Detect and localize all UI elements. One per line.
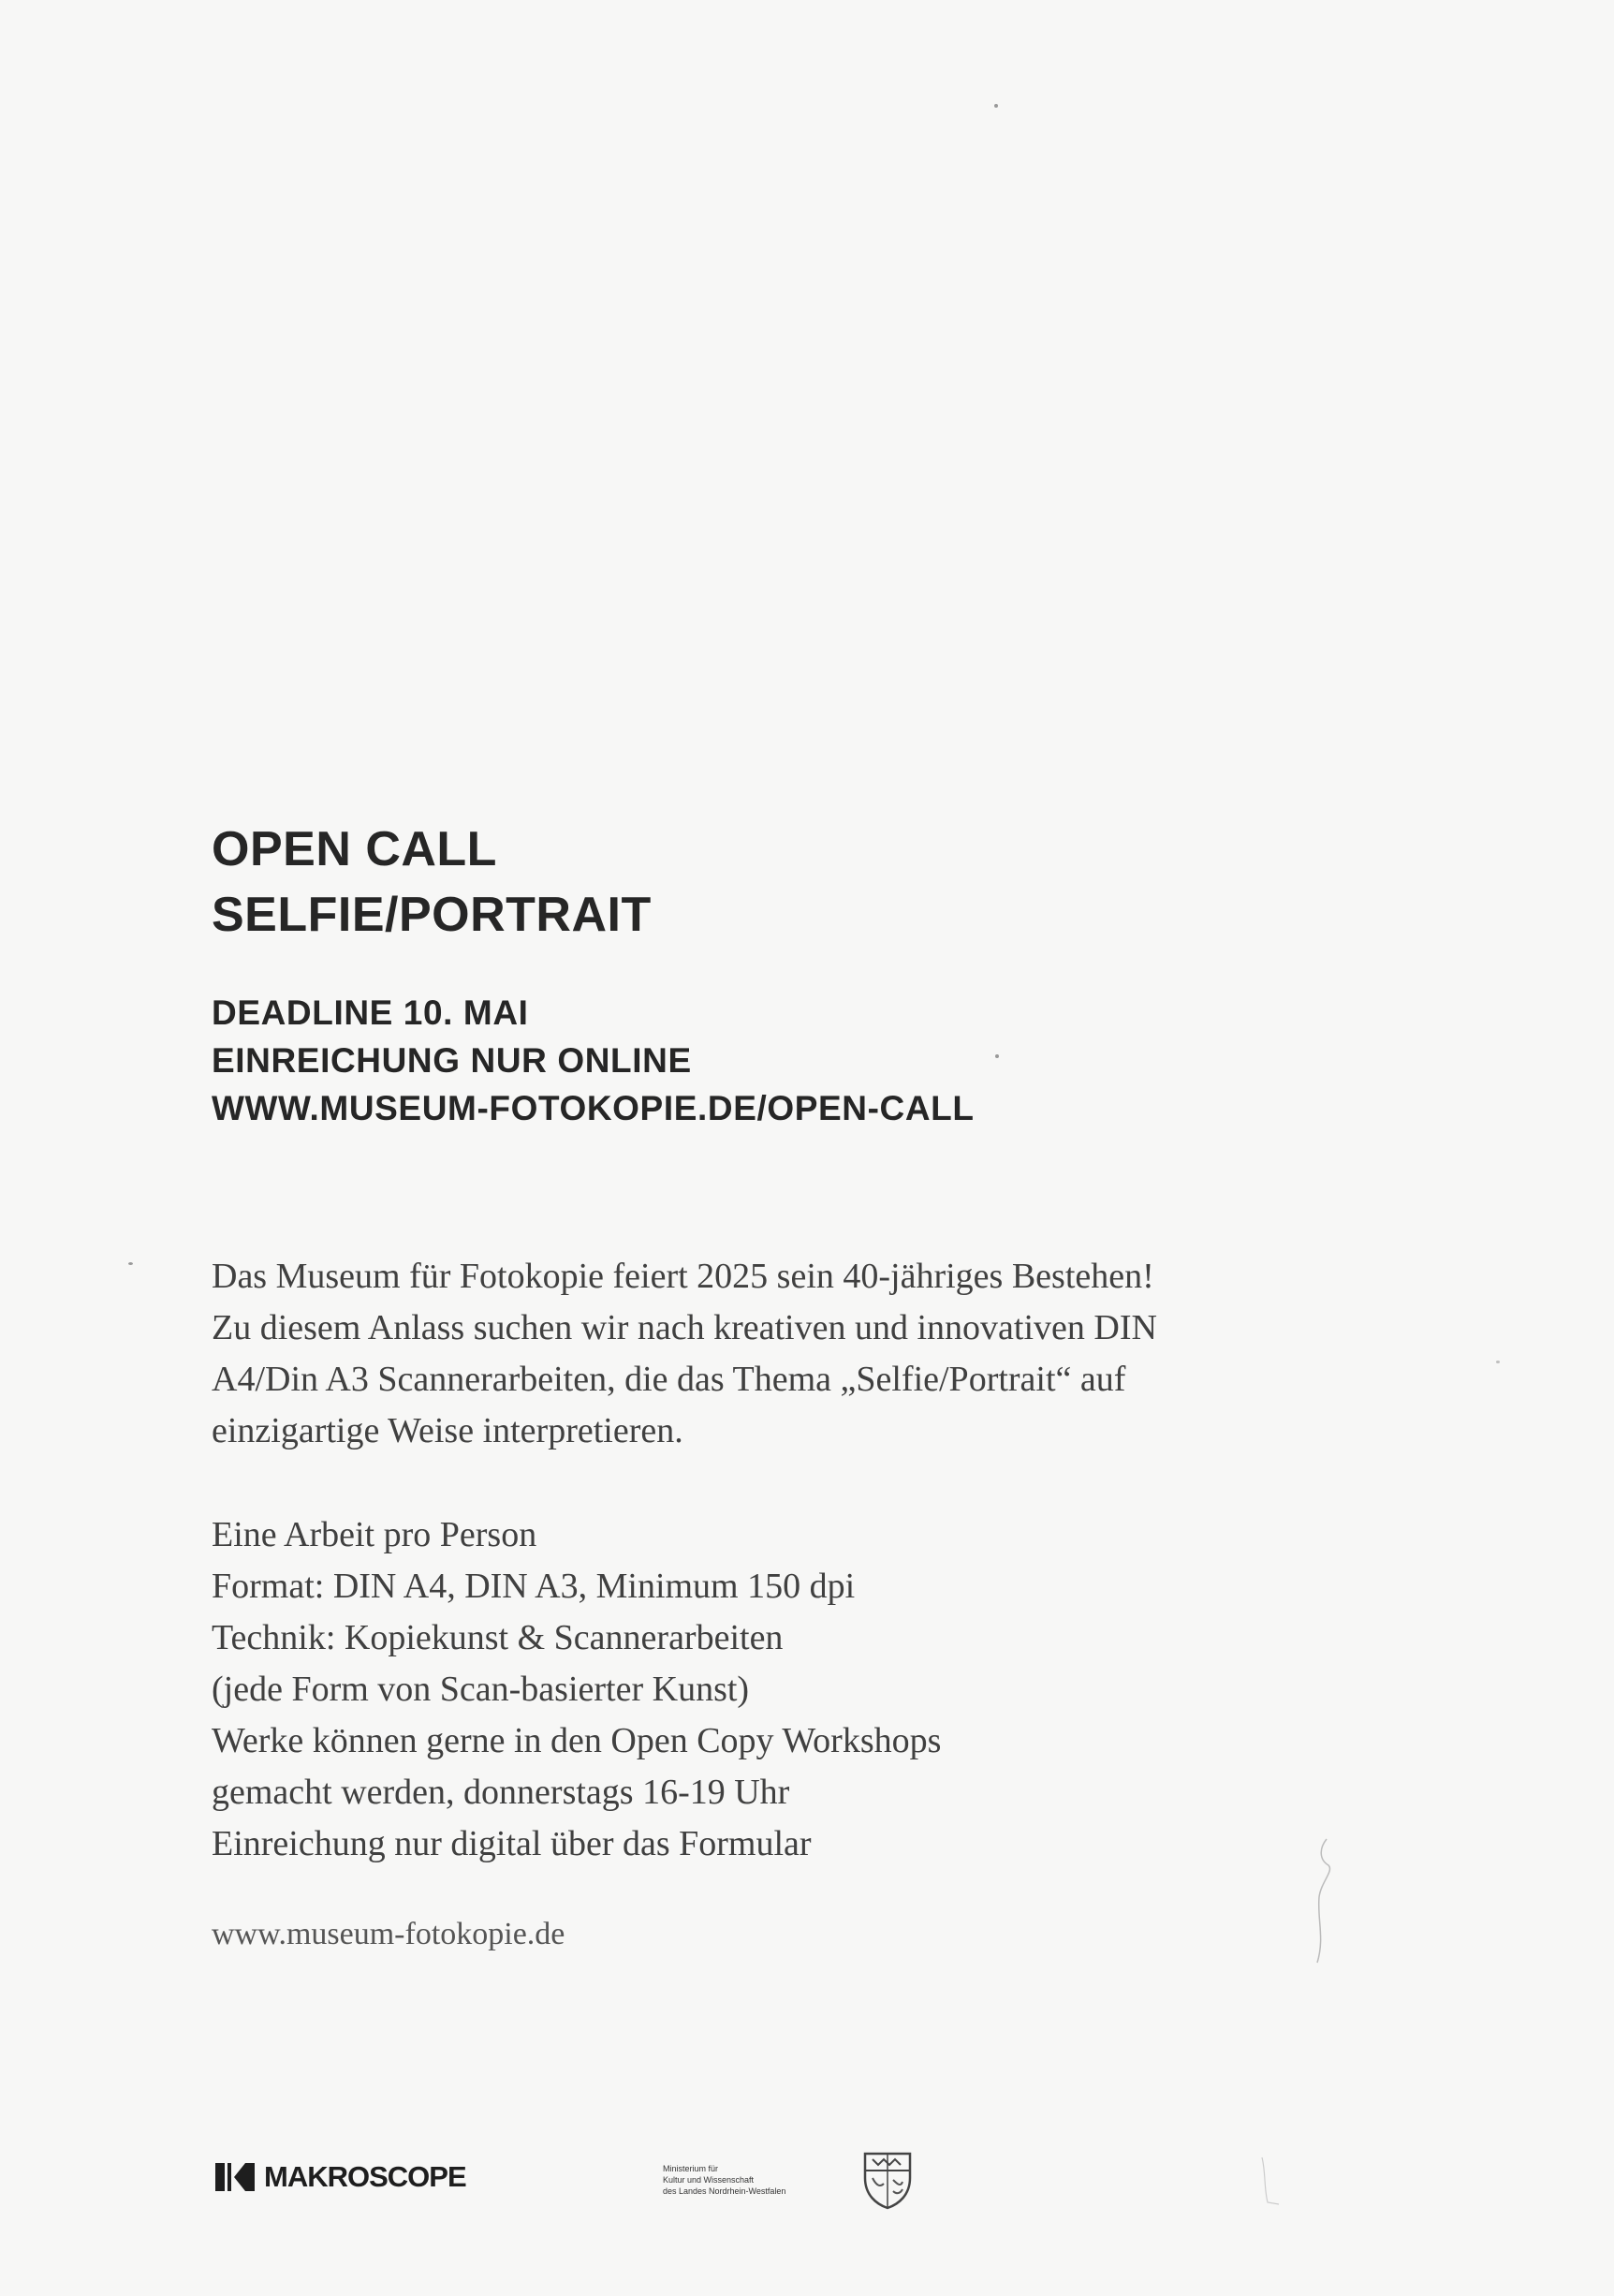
paper-speck	[1496, 1361, 1500, 1363]
detail-line: (jede Form von Scan-basierter Kunst)	[212, 1670, 750, 1709]
makroscope-logo	[213, 2158, 466, 2196]
detail-line: Format: DIN A4, DIN A3, Minimum 150 dpi	[212, 1567, 856, 1606]
page-title	[212, 817, 652, 948]
intro-line: Das Museum für Fotokopie feiert 2025 sein 40-jähriges Bestehen!	[212, 1257, 1154, 1296]
intro-line: A4/Din A3 Scannerarbeiten, die das Thema „Selfie/Portrait“ auf	[212, 1360, 1126, 1399]
call-info	[212, 989, 975, 1132]
title-line-open-call: OPEN CALL	[212, 822, 497, 876]
ministry-name	[663, 2163, 850, 2197]
website-link: www.museum-fotokopie.de	[212, 1917, 565, 1951]
paper-scratch-mark	[1255, 2154, 1283, 2210]
paper-scratch-mark	[1306, 1835, 1343, 1966]
open-call-url: WWW.MUSEUM-FOTOKOPIE.DE/OPEN-CALL	[212, 1089, 975, 1127]
detail-line: Eine Arbeit pro Person	[212, 1515, 537, 1554]
ministry-name-line: des Landes Nordrhein-Westfalen	[663, 2186, 786, 2196]
detail-line: Einreichung nur digital über das Formular	[212, 1824, 812, 1863]
intro-line: einzigartige Weise interpretieren.	[212, 1411, 683, 1450]
ministry-logo	[663, 2150, 914, 2210]
nrw-crest-icon	[861, 2150, 914, 2210]
detail-line: gemacht werden, donnerstags 16-19 Uhr	[212, 1773, 790, 1812]
deadline-text: DEADLINE 10. MAI	[212, 993, 529, 1032]
paper-speck	[995, 1054, 999, 1058]
details-list	[212, 1509, 941, 1870]
ministry-name-line: Ministerium für	[663, 2164, 719, 2173]
intro-line: Zu diesem Anlass suchen wir nach kreativen und innovativen DIN	[212, 1308, 1157, 1347]
detail-line: Technik: Kopiekunst & Scannerarbeiten	[212, 1618, 784, 1657]
title-line-theme: SELFIE/PORTRAIT	[212, 888, 652, 942]
makroscope-mark-icon	[213, 2161, 258, 2193]
detail-line: Werke können gerne in den Open Copy Workshops	[212, 1721, 942, 1760]
paper-speck	[994, 104, 998, 108]
submission-text: EINREICHUNG NUR ONLINE	[212, 1041, 692, 1080]
intro-paragraph	[212, 1251, 1429, 1457]
makroscope-wordmark: MAKROSCOPE	[264, 2160, 466, 2193]
paper-speck	[128, 1262, 133, 1265]
ministry-name-line: Kultur und Wissenschaft	[663, 2175, 755, 2185]
